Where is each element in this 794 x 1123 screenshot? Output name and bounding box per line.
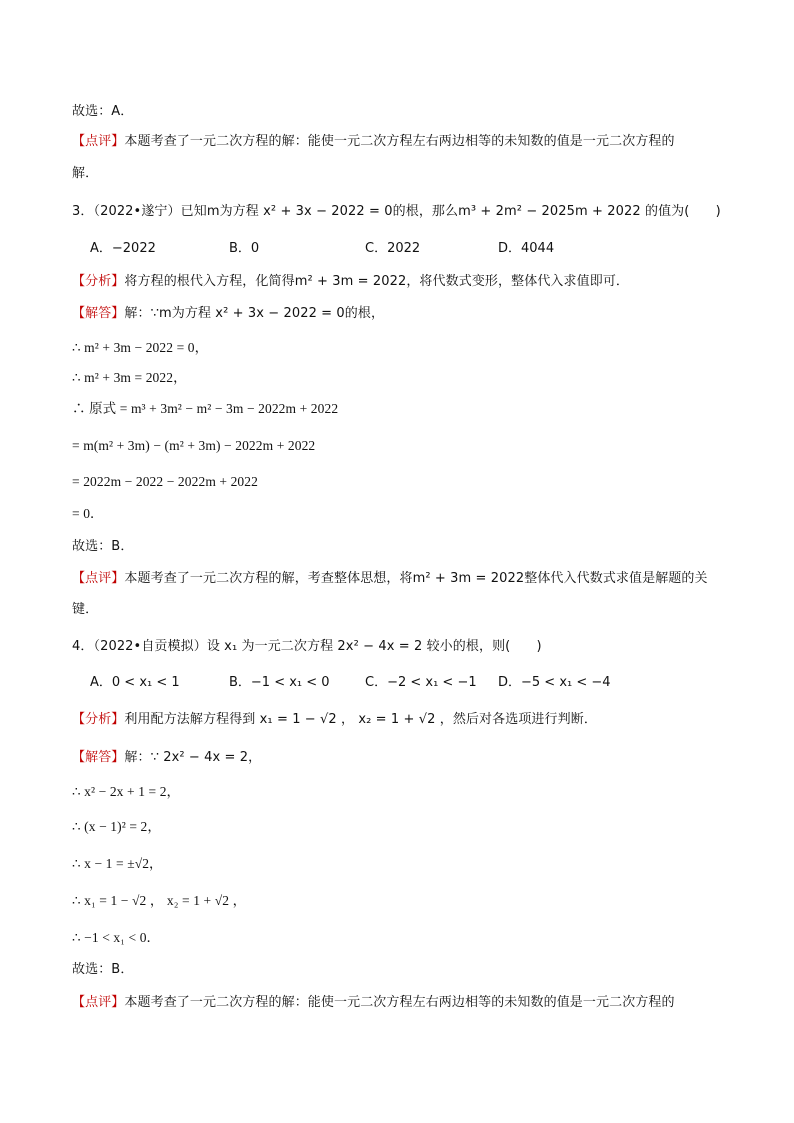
question-4-solution: 【解答】解：∵ 2x² − 4x = 2，: [72, 750, 262, 765]
comment-line: 【点评】本题考查了一元二次方程的解：能使一元二次方程左右两边相等的未知数的值是一元二次方程的: [72, 134, 675, 149]
answer-line: 故选：A．: [72, 104, 134, 119]
answer-line: 故选：B．: [72, 539, 134, 554]
comment-tag: 【点评】: [72, 134, 125, 149]
solution-step: ∴ m² + 3m − 2022 = 0，: [72, 340, 209, 355]
question-4-stem: 4．（2022•自贡模拟）设 x₁ 为一元二次方程 2x² − 4x = 2 较小的根，则( ): [72, 639, 542, 654]
option-b: B．0: [229, 241, 260, 256]
option-c: C．−2 < x₁ < −1: [365, 675, 477, 690]
solution-step: ∴ −1 < x₁ < 0．: [72, 930, 161, 945]
solution-step: ∴ x₁ = 1 − √2 ， x₂ = 1 + √2 ，: [72, 893, 247, 908]
question-3-solution: 【解答】解：∵m为方程 x² + 3x − 2022 = 0的根，: [72, 306, 385, 321]
analysis-tag: 【分析】: [72, 274, 125, 289]
solution-step: ∴ x − 1 = ±√2，: [72, 856, 163, 871]
solution-step: ∴ x² − 2x + 1 = 2，: [72, 784, 181, 799]
solution-tag: 【解答】: [72, 750, 125, 765]
solution-step: = 2022m − 2022 − 2022m + 2022: [72, 474, 258, 489]
solution-step: ∴ (x − 1)² = 2，: [72, 819, 161, 834]
solution-tag: 【解答】: [72, 306, 125, 321]
question-3-stem: 3．（2022•遂宁）已知m为方程 x² + 3x − 2022 = 0的根，那么m³ + 2m² − 2025m + 2022 的值为( ): [72, 204, 721, 219]
comment-tag: 【点评】: [72, 571, 125, 586]
option-b: B．−1 < x₁ < 0: [229, 675, 330, 690]
solution-step: = m(m² + 3m) − (m² + 3m) − 2022m + 2022: [72, 438, 316, 453]
option-c: C．2022: [365, 241, 421, 256]
solution-step: = 0．: [72, 506, 104, 521]
question-3-comment: 【点评】本题考查了一元二次方程的解，考查整体思想，将m² + 3m = 2022整体代入代数式求值是解题的关: [72, 571, 708, 586]
question-4-analysis: 【分析】利用配方法解方程得到 x₁ = 1 − √2 ， x₂ = 1 + √2 ，然后对各选项进行判断．: [72, 712, 597, 727]
answer-line: 故选：B．: [72, 962, 134, 977]
solution-step: ∴ 原式 = m³ + 3m² − m² − 3m − 2022m + 2022: [72, 401, 339, 416]
option-d: D．−5 < x₁ < −4: [498, 675, 611, 690]
option-a: A．−2022: [90, 241, 156, 256]
question-4-comment: 【点评】本题考查了一元二次方程的解：能使一元二次方程左右两边相等的未知数的值是一元二次方程的: [72, 995, 675, 1010]
comment-tag: 【点评】: [72, 995, 125, 1010]
comment-line-cont: 解．: [72, 166, 99, 181]
option-a: A．0 < x₁ < 1: [90, 675, 180, 690]
question-3-analysis: 【分析】将方程的根代入方程，化简得m² + 3m = 2022，将代数式变形，整体代入求值即可．: [72, 274, 630, 289]
question-3-comment-cont: 键．: [72, 602, 99, 617]
solution-step: ∴ m² + 3m = 2022，: [72, 370, 187, 385]
option-d: D．4044: [498, 241, 555, 256]
analysis-tag: 【分析】: [72, 712, 125, 727]
